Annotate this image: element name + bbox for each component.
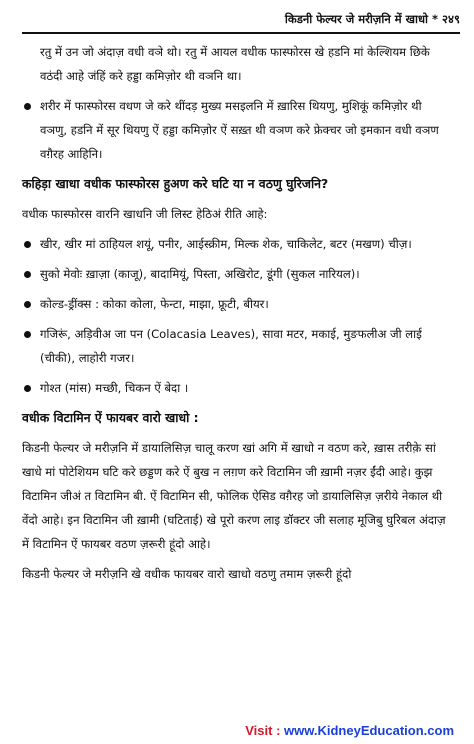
phosphorus-effects-list	[22, 94, 452, 166]
page-content	[22, 40, 452, 592]
section-heading-phosphorus: कहिड़ा खाधा वधीक फास्फोरस हुअण करे घटि या न वठणु घुरिजनि?	[22, 176, 329, 191]
bullet-icon	[24, 241, 31, 248]
footer-prefix: Visit :	[245, 723, 285, 738]
page-header	[22, 8, 460, 30]
list-item-text: गजिरूं, अड़िवीअ जा पन (Colacasia Leaves), सावा मटर, मकाई, मुङफलीअ जी लाई (चीकी), लाहोरी गजर।	[40, 327, 422, 365]
bullet-icon	[24, 301, 31, 308]
list-item	[22, 94, 452, 166]
header-divider	[22, 32, 460, 34]
list-item-text: कोल्ड-ड्रींक्स : कोका कोला, फेन्टा, माझा, फ्रूटी, बीयर।	[40, 297, 269, 311]
list-item-text: गोश्त (मांस) मच्छी, चिकन ऐं बेदा ।	[40, 381, 189, 395]
section-heading-vitamin: वधीक विटामिन ऐं फायबर वारो खाधो :	[22, 410, 199, 425]
list-item-text: खीर, खीर मां ठाहियल शयूं, पनीर, आईस्क्रीम, मिल्क शेक, चाकिलेट, बटर (मखण) चीज़।	[40, 237, 412, 251]
bullet-icon	[24, 331, 31, 338]
vitamin-paragraph: किडनी फेल्यर जे मरीज़नि में डायालिसिज़ चालू करण खां अगि में खाधो न वठण करे, ख़ास तरीक़े सां खाधे मां पोटेशियम घटि करे छड्डण करे ऐं बुख न लग़ण करे विटामिन जी ख़ामी नज़र ईंदी आहे। कुझ विटामिन जीअं त विटामिन बी. ऐं विटामिन सी, फोलिक ऐसिड वग़ैरह जो डायालिसिज़ ज़रीये नेकाल थी वेंदो आहे। इन विटामिन जी ख़ामी (घटिताई) खे पूरो करण लाइ डॉक्टर जी सलाह मूजिबु घुरिबल अंदाज़ में विटामिन ऐं फायबर वठण ज़रूरी हूंदो आहे।	[22, 441, 446, 551]
list-item-text: सुको मेवोः ख़ाज़ा (काजू), बादामियूं, पिस्ता, अखिरोट, डूंगी (सुकल नारियल)।	[40, 267, 360, 281]
bullet-icon	[24, 103, 31, 110]
list-item	[22, 292, 452, 316]
list-item	[22, 322, 452, 370]
running-title: किडनी फेल्यर जे मरीज़नि में खाधो * २४९	[284, 12, 460, 26]
intro-paragraph: रतु में उन जो अंदाज़ वधी वञे थो। रतु में आयल वधीक फास्फोरस खे हडनि मां केल्शियम छिके वठंदी आहे जंहिं करे हड्डा कमिज़ोर थी वञनि था।	[40, 45, 430, 83]
bullet-icon	[24, 385, 31, 392]
list-item	[22, 232, 452, 256]
food-list	[22, 232, 452, 400]
list-item	[22, 376, 452, 400]
closing-paragraph: किडनी फेल्यर जे मरीज़नि खे वधीक फायबर वारो खाधो वठणु तमाम ज़रूरी हूंदो	[22, 567, 352, 581]
bullet-icon	[24, 271, 31, 278]
footer-link[interactable]	[245, 723, 454, 738]
list-intro: वधीक फास्फोरस वारनि खाधनि जी लिस्ट हेठिअं रीति आहे:	[22, 207, 268, 221]
list-item	[22, 262, 452, 286]
list-item-text: शरीर में फास्फोरस वधण जे करे थींदड़ मुख्य मसइलनि में ख़ारिस थियणु, मुशिकूं कमिज़ोर थी वञणु, हडनि में सूर थियणु ऐं हड्डा कमिज़ोर ऐं सख़्त थी वञण करे फ्रेक्चर जो इमकान वधी वञण वग़ैरह आहिनि।	[40, 99, 439, 161]
website-link[interactable]: www.KidneyEducation.com	[284, 723, 454, 738]
